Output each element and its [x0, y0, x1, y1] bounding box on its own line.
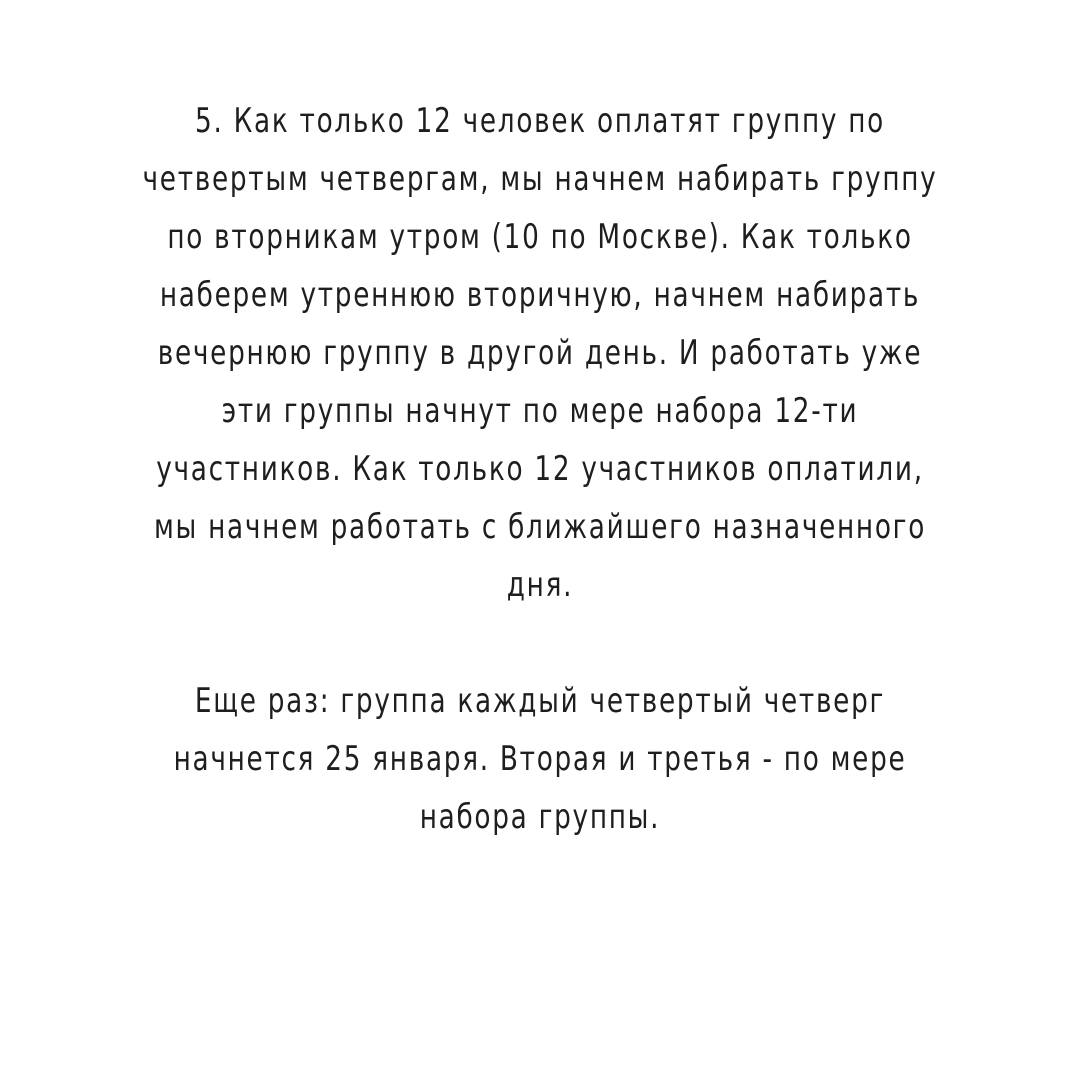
text-line: дня.: [506, 565, 574, 605]
paragraph-announcement: [40, 92, 1040, 614]
text-line: вечернюю группу в другой день. И работать уже: [157, 333, 923, 373]
text-line: по вторникам утром (10 по Москве). Как только: [167, 217, 913, 257]
text-line: мы начнем работать с ближайшего назначенного: [153, 507, 927, 547]
text-line: набора группы.: [419, 797, 661, 837]
text-line: четвертым четвергам, мы начнем набирать группу: [142, 159, 938, 199]
paragraph-reminder: [40, 672, 1040, 846]
text-line: участников. Как только 12 участников оплатили,: [156, 449, 924, 489]
text-line: Еще раз: группа каждый четвертый четверг: [194, 681, 886, 721]
text-line: начнется 25 января. Вторая и третья - по мере: [173, 739, 907, 779]
text-line: 5. Как только 12 человек оплатят группу по: [195, 101, 885, 141]
text-line: эти группы начнут по мере набора 12-ти: [221, 391, 859, 431]
text-line: наберем утреннюю вторичную, начнем набирать: [159, 275, 921, 315]
